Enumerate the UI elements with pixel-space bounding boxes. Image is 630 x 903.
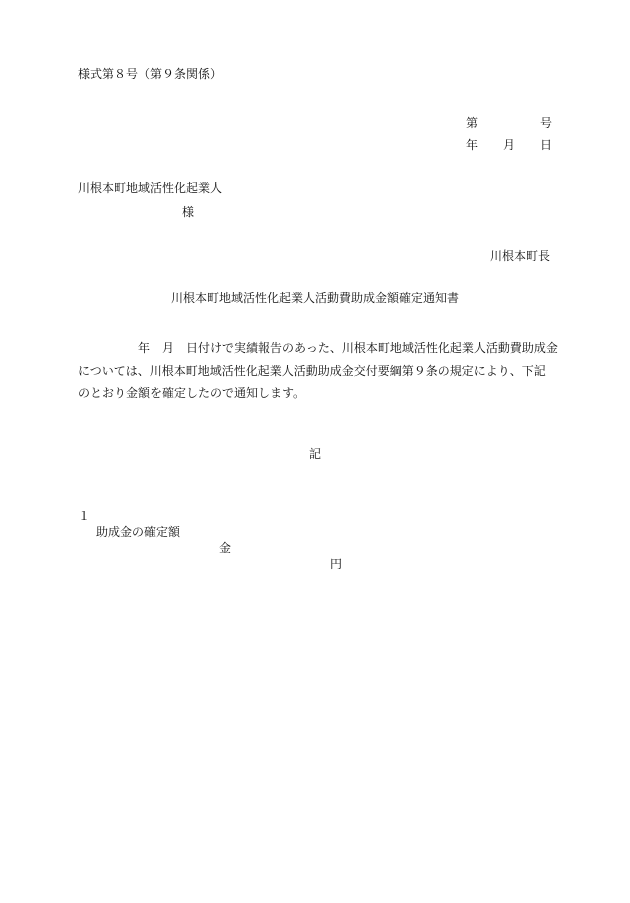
recipient-honorific: 様 — [182, 205, 195, 219]
item-label: 助成金の確定額 — [96, 525, 181, 539]
document-number-suffix: 号 — [539, 116, 552, 130]
ki-heading: 記 — [308, 447, 321, 461]
item-number: １ — [78, 509, 91, 523]
document-number-prefix: 第 — [466, 116, 479, 130]
date-year-label: 年 — [466, 138, 479, 152]
recipient-organization: 川根本町地域活性化起業人 — [78, 181, 223, 195]
date-month-label: 月 — [502, 138, 515, 152]
body-paragraph — [78, 337, 558, 405]
confirmed-amount-item — [78, 492, 378, 588]
form-number: 様式第８号（第９条関係） — [78, 67, 223, 81]
body-line: のとおり金額を確定したので通知します。 — [78, 386, 306, 400]
amount-suffix: 円 — [330, 557, 343, 571]
document-number-line — [466, 115, 552, 131]
body-line: 年 月 日付けで実績報告のあった、川根本町地域活性化起業人活動費助成金 — [78, 341, 558, 355]
amount-prefix: 金 — [219, 541, 232, 555]
body-line: については、川根本町地域活性化起業人活動助成金交付要綱第９条の規定により、下記 — [78, 363, 546, 378]
sender-name: 川根本町長 — [489, 249, 550, 263]
date-day-label: 日 — [539, 138, 552, 152]
document-date-line — [466, 137, 552, 153]
document-title: 川根本町地域活性化起業人活動費助成金額確定通知書 — [170, 291, 459, 305]
